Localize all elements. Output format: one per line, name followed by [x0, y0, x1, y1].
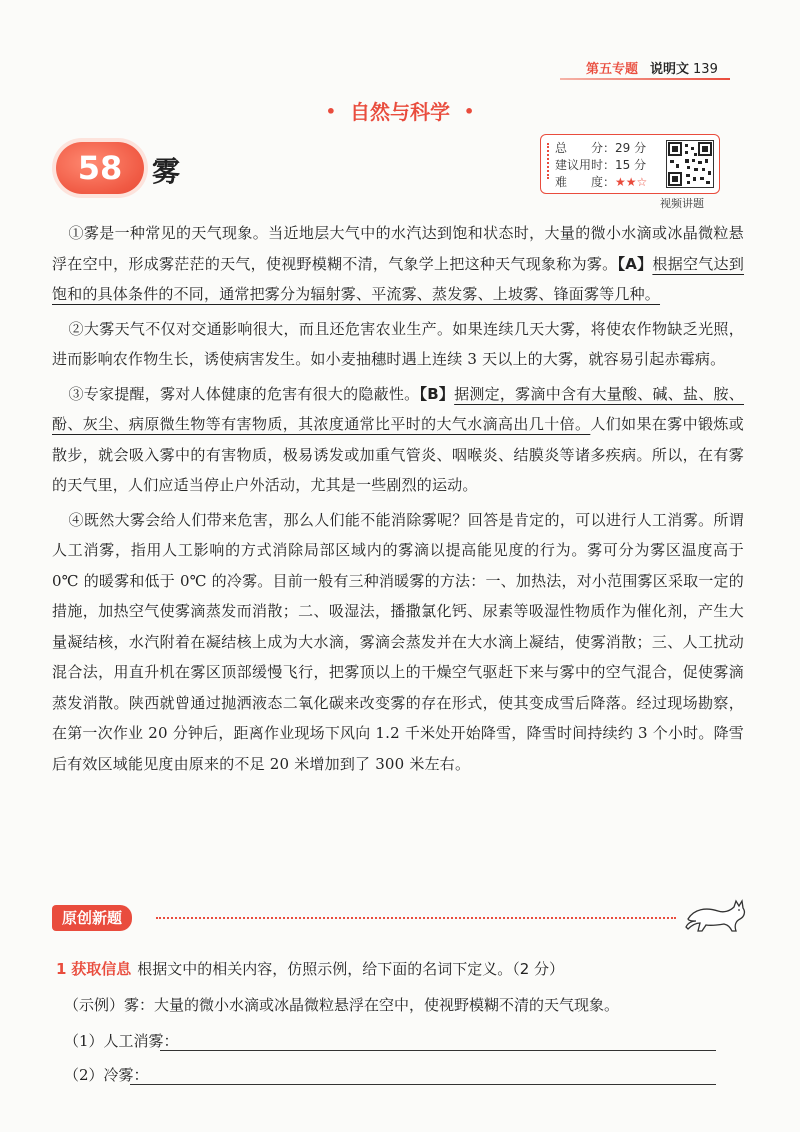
dotted-divider	[156, 917, 676, 919]
paragraph-1: ①雾是一种常见的天气现象。当近地层大气中的水汽达到饱和状态时，大量的微小水滴或冰晶微粒悬浮在空中，形成雾茫茫的天气，使视野模糊不清，气象学上把这种天气现象称为雾。【A】根据空气达到饱和的具体条件的不同，通常把雾分为辐射雾、平流雾、蒸发雾、上坡雾、锋面雾等几种。	[52, 224, 745, 303]
mark-a: 【A】	[617, 254, 653, 273]
difficulty-stars-icon: ★★☆	[615, 175, 648, 189]
answer-item-2: （2）冷雾：	[64, 1066, 149, 1084]
article-body	[52, 218, 744, 783]
mark-b: 【B】	[419, 384, 455, 403]
question-number: 1	[56, 960, 67, 978]
answer-line-1[interactable]	[160, 1049, 716, 1051]
header-rule	[560, 78, 730, 80]
page-number: 139	[693, 62, 718, 77]
paragraph-4: ④既然大雾会给人们带来危害，那么人们能不能消除雾呢？回答是肯定的，可以进行人工消雾。所谓人工消雾，指用人工影响的方式消除局部区域内的雾滴以提高能见度的行为。雾可分为雾区温度高于 0℃ 的暖雾和低于 0℃ 的冷雾。目前一般有三种消暖雾的方法：一、加热法，对小范围雾区采取一定的措施，加热空气使雾滴蒸发而消散；二、吸湿法，播撒氯化钙、尿素等吸湿性物质作为催化剂，产生大量凝结核，水汽附着在凝结核上成为大水滴，雾滴会蒸发并在大水滴上凝结，使雾消散；三、人工扰动混合法，用直升机在雾区顶部缓慢飞行，把雾顶以上的干燥空气驱赶下来与雾中的空气混合，促使雾滴蒸发消散。陕西就曾通过抛洒液态二氧化碳来改变雾的存在形式，使其变成雪后降落。经过现场勘察，在第一次作业 20 分钟后，距离作业现场下风向 1.2 千米处开始降雪，降雪时间持续约 3 个小时。降雪后有效区域能见度由原来的不足 20 米增加到了 300 米左右。	[52, 510, 744, 773]
difficulty-row: 难 度：★★☆	[555, 175, 648, 189]
underlined-sentence-a: 根据空气达到饱和的具体条件的不同，通常把雾分为辐射雾、平流雾、蒸发雾、上坡雾、锋面雾等几种。	[52, 254, 745, 303]
question-1-example: （示例）雾：大量的微小水滴或冰晶微粒悬浮在空中，使视野模糊不清的天气现象。	[64, 996, 620, 1014]
lesson-title: 雾	[152, 155, 181, 188]
qr-caption: 视频讲题	[660, 197, 704, 210]
header-section: 第五专题	[586, 62, 639, 77]
bullet-dot-icon: •	[464, 102, 475, 121]
suggested-time-row: 建议用时：15 分	[555, 158, 647, 172]
question-1-stem: 1 获取信息 根据文中的相关内容，仿照示例，给下面的名词下定义。（2 分）	[56, 960, 565, 978]
running-header	[586, 58, 718, 77]
info-box-decoration	[539, 143, 549, 179]
section-title: • 自然与科学 •	[325, 100, 475, 124]
answer-line-2[interactable]	[130, 1083, 716, 1085]
lesson-number-badge: 58	[56, 142, 144, 194]
bullet-dot-icon: •	[325, 102, 336, 121]
question-tag: 获取信息	[71, 960, 132, 978]
original-questions-label: 原创新题	[52, 905, 132, 931]
paragraph-3: ③专家提醒，雾对人体健康的危害有很大的隐蔽性。【B】据测定，雾滴中含有大量酸、碱、盐、胺、酚、灰尘、病原微生物等有害物质，其浓度通常比平时的大气水滴高出几十倍。人们如果在雾中锻炼或散步，就会吸入雾中的有害物质，极易诱发或加重气管炎、咽喉炎、结膜炎等诸多疾病。所以，在有雾的天气里，人们应适当停止户外活动，尤其是一些剧烈的运动。	[52, 384, 744, 494]
underlined-sentence-b: 据测定，雾滴中含有大量酸、碱、盐、胺、酚、灰尘、病原微生物等有害物质，其浓度通常比平时的大气水滴高出几十倍。	[52, 384, 744, 433]
original-questions-bar	[52, 905, 742, 931]
paragraph-2: ②大雾天气不仅对交通影响很大，而且还危害农业生产。如果连续几天大雾，将使农作物缺乏光照，进而影响农作物生长，诱使病害发生。如小麦抽穗时遇上连续 3 天以上的大雾，就容易引起赤霉病。	[52, 319, 744, 368]
qr-code-icon[interactable]	[666, 140, 714, 188]
answer-item-1: （1）人工消雾：	[64, 1032, 179, 1050]
total-score-row: 总 分：29 分	[555, 141, 647, 155]
cat-icon	[684, 895, 750, 935]
header-genre: 说明文	[650, 62, 690, 77]
